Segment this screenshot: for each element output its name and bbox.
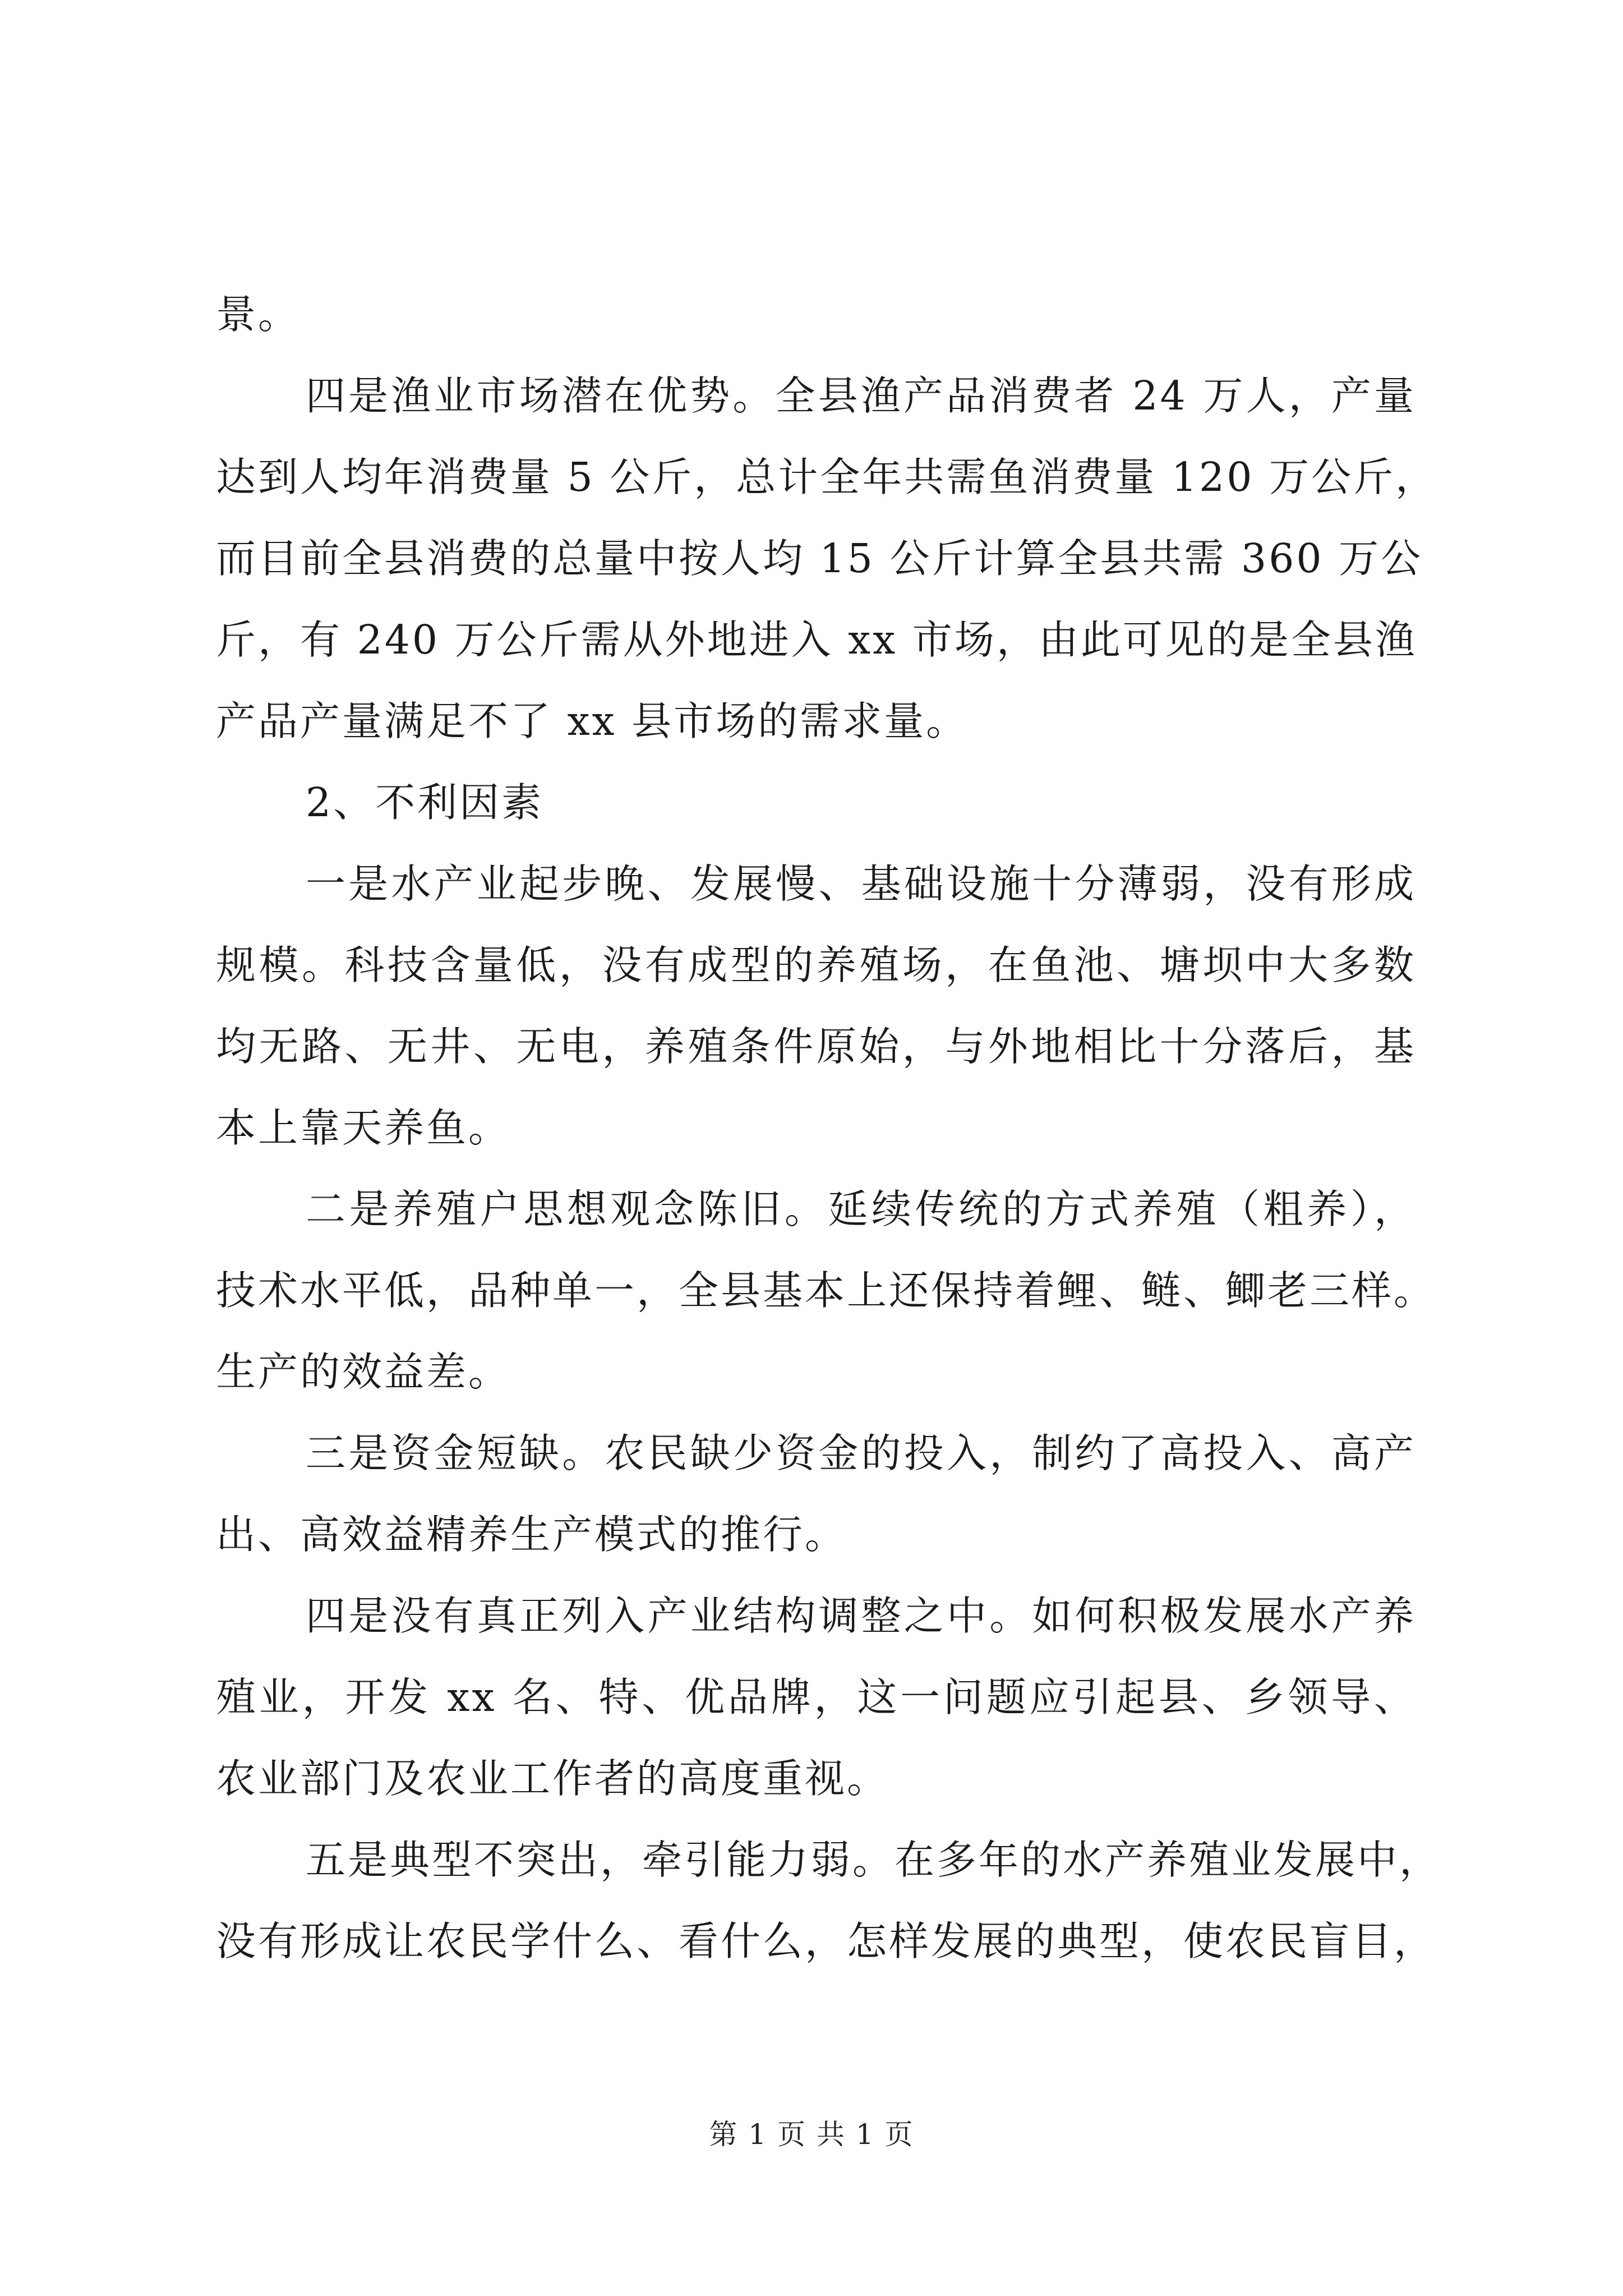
text-line: 四是渔业市场潜在优势。全县渔产品消费者 24 万人，产量 — [306, 372, 1416, 419]
document-body — [216, 274, 1442, 1982]
text-line: 本上靠天养鱼。 — [216, 1105, 511, 1151]
text-line: 斤，有 240 万公斤需从外地进入 xx 市场，由此可见的是全县渔 — [216, 616, 1417, 663]
text-line: 没有形成让农民学什么、看什么，怎样发展的典型，使农民盲目， — [216, 1918, 1436, 1964]
text-line: 达到人均年消费量 5 公斤，总计全年共需鱼消费量 120 万公斤， — [216, 454, 1437, 500]
text-line: 一是水产业起步晚、发展慢、基础设施十分薄弱，没有形成 — [306, 861, 1416, 907]
text-line: 二是养殖户思想观念陈旧。延续传统的方式养殖（粗养）， — [306, 1186, 1416, 1232]
text-line: 五是典型不突出，牵引能力弱。在多年的水产养殖业发展中， — [306, 1837, 1442, 1883]
text-line: 四是没有真正列入产业结构调整之中。如何积极发展水产养 — [306, 1593, 1416, 1639]
text-line: 三是资金短缺。农民缺少资金的投入，制约了高投入、高产 — [306, 1430, 1416, 1476]
text-line: 景。 — [216, 291, 301, 338]
text-line: 农业部门及农业工作者的高度重视。 — [216, 1755, 889, 1802]
text-line: 殖业，开发 xx 名、特、优品牌，这一问题应引起县、乡领导、 — [216, 1674, 1416, 1720]
text-line: 而目前全县消费的总量中按人均 15 公斤计算全县共需 360 万公 — [216, 535, 1423, 582]
page-footer: 第 1 页 共 1 页 — [709, 2118, 914, 2151]
text-line: 产品产量满足不了 xx 县市场的需求量。 — [216, 698, 969, 744]
text-line: 规模。科技含量低，没有成型的养殖场，在鱼池、塘坝中大多数 — [216, 942, 1416, 988]
text-line: 技术水平低，品种单一，全县基本上还保持着鲤、鲢、鲫老三样。 — [216, 1267, 1436, 1314]
text-line: 均无路、无井、无电，养殖条件原始，与外地相比十分落后，基 — [216, 1023, 1416, 1070]
text-line: 出、高效益精养生产模式的推行。 — [216, 1511, 847, 1558]
section-heading: 2、不利因素 — [306, 779, 544, 826]
text-line: 生产的效益差。 — [216, 1349, 511, 1395]
